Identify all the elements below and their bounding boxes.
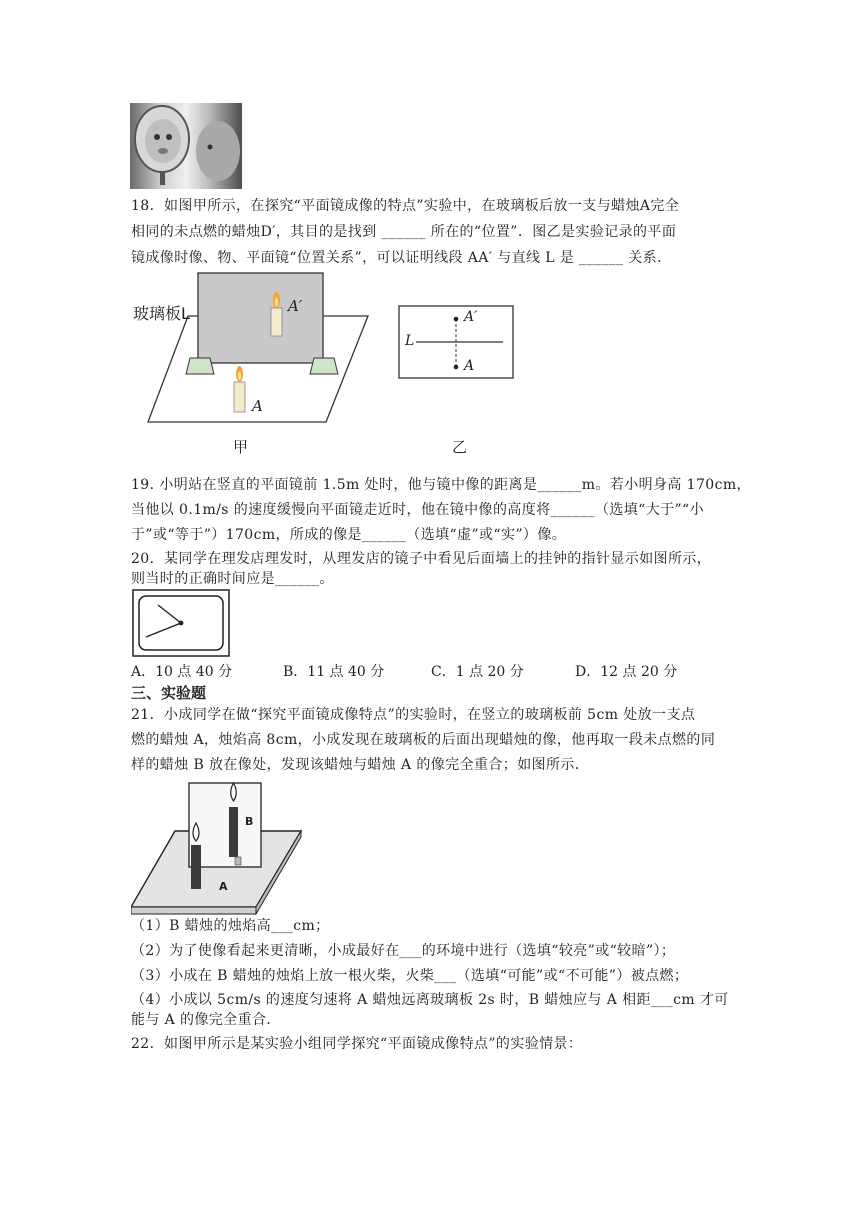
q21-sub-4b: 能与 A 的像完全重合． <box>131 1012 281 1028</box>
q20-line-2: 则当时的正确时间应是______。 <box>131 571 334 587</box>
q22-line-1: 22．如图甲所示是某实验小组同学探究“平面镜成像特点”的实验情景： <box>131 1036 583 1052</box>
fig-yi-caption: 乙 <box>452 438 468 456</box>
q21-sub-3: （3）小成在 B 蜡烛的烛焰上放一根火柴，火柴___（选填“可能”或“不可能”）被点燃； <box>131 968 689 984</box>
fig-yi-line-label: L <box>405 333 415 349</box>
glass-label: 玻璃板L <box>133 304 190 323</box>
candle-b-label: B <box>245 815 254 828</box>
choice-a[interactable]: A．10 点 40 分 <box>131 664 233 680</box>
fig-yi-image-label: A′ <box>464 309 478 325</box>
fig-jia-caption: 甲 <box>233 438 249 456</box>
fig-jia-object-label: A <box>252 397 263 415</box>
fig-jia-image-label: A′ <box>288 297 303 315</box>
q18-line-1: 18．如图甲所示，在探究“平面镜成像的特点”实验中，在玻璃板后放一支与蜡烛A完全 <box>131 198 680 214</box>
q21-line-2: 燃的蜡烛 A，烛焰高 8cm，小成发现在玻璃板的后面出现蜡烛的像，他再取一段未点燃的同 <box>131 732 716 748</box>
choice-b[interactable]: B．11 点 40 分 <box>283 664 385 680</box>
child-mirror-photo <box>130 103 242 189</box>
choice-d[interactable]: D．12 点 20 分 <box>575 664 678 680</box>
q18-line-2: 相同的未点燃的蜡烛D′，其目的是找到 ______ 所在的“位置”．图乙是实验记录的平面 <box>131 224 677 240</box>
candle-experiment-figure <box>131 779 303 915</box>
q21-sub-4a: （4）小成以 5cm/s 的速度匀速将 A 蜡烛远离玻璃板 2s 时，B 蜡烛应与 A 相距___cm 才可 <box>131 992 729 1008</box>
figure-yi <box>398 305 514 379</box>
candle-a-label: A <box>219 880 228 893</box>
q18-line-3: 镜成像时像、物、平面镜“位置关系”，可以证明线段 AA′ 与直线 L 是 ______ 关系． <box>131 250 672 266</box>
q19-line-2: 当他以 0.1m/s 的速度缓慢向平面镜走近时，他在镜中像的高度将______（选填“大于”“小 <box>131 502 705 518</box>
q21-line-1: 21．小成同学在做“探究平面镜成像特点”的实验时，在竖立的玻璃板前 5cm 处放一支点 <box>131 707 696 723</box>
q21-line-3: 样的蜡烛 B 放在像处，发现该蜡烛与蜡烛 A 的像完全重合；如图所示． <box>131 757 590 773</box>
q19-line-1: 19. 小明站在竖直的平面镜前 1.5m 处时，他与镜中像的距离是______m。若小明身高 170cm， <box>131 477 751 493</box>
mirrored-clock-figure <box>132 589 230 657</box>
q20-line-1: 20．某同学在理发店理发时，从理发店的镜子中看见后面墙上的挂钟的指针显示如图所示， <box>131 551 712 567</box>
section-heading: 三、实验题 <box>131 684 207 702</box>
q21-sub-2: （2）为了使像看起来更清晰，小成最好在___的环境中进行（选填“较亮”或“较暗”）； <box>131 943 676 959</box>
q21-sub-1: （1）B 蜡烛的烛焰高___cm； <box>131 918 330 934</box>
fig-yi-object-label: A <box>464 358 475 374</box>
q19-line-3: 于”或“等于”）170cm，所成的像是______（选填“虚”或“实”）像。 <box>131 527 567 543</box>
choice-c[interactable]: C．1 点 20 分 <box>431 664 524 680</box>
